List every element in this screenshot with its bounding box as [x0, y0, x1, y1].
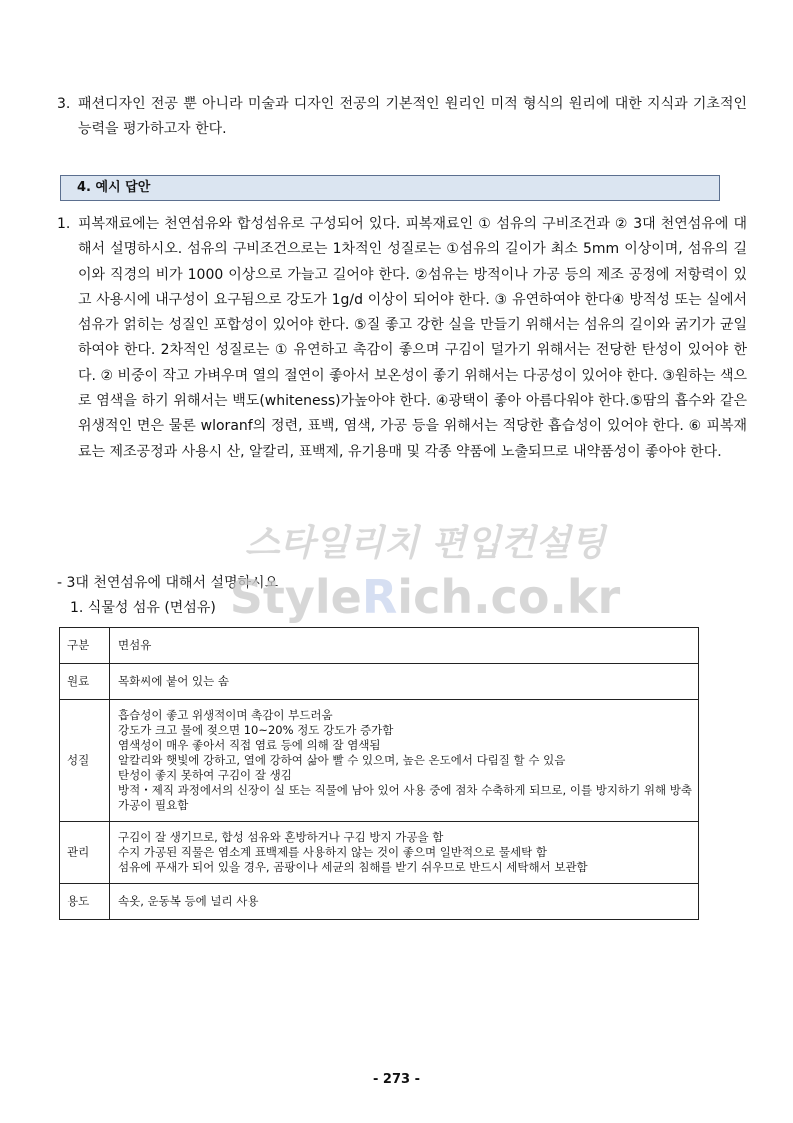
row-value-line: 속옷, 운동복 등에 널리 사용 [118, 894, 259, 908]
row-value [110, 628, 699, 664]
table-row [60, 884, 699, 920]
row-value-line: 염색성이 매우 좋아서 직접 염료 등에 의해 잘 염색됨 [118, 738, 381, 752]
table-row [60, 628, 699, 664]
item-text: 패션디자인 전공 뿐 아니라 미술과 디자인 전공의 기본적인 원리인 미적 형식의 원리에 대한 지식과 기초적인 능력을 평가하고자 한다. [78, 96, 747, 137]
row-value [110, 664, 699, 700]
row-key: 원료 [60, 664, 110, 700]
row-value-line: 알칼리와 햇빛에 강하고, 열에 강하여 삶아 빨 수 있으며, 높은 온도에서 다림질 할 수 있음 [118, 753, 566, 767]
watermark-line-2 [230, 570, 621, 624]
section-title: 4. 예시 답안 [77, 180, 151, 195]
watermark-suffix: ich.co.kr [397, 570, 621, 624]
table-row [60, 664, 699, 700]
watermark-line-1: 스타일리치 편입컨설팅 [244, 523, 606, 564]
row-value-line: 탄성이 좋지 못하여 구김이 잘 생김 [118, 768, 292, 782]
cotton-fiber-table [59, 627, 699, 920]
row-value-line: 강도가 크고 물에 젖으면 10~20% 정도 강도가 증가함 [118, 723, 394, 737]
row-value-line: 목화씨에 붙어 있는 솜 [118, 674, 229, 688]
answer-number: 1. [57, 216, 71, 232]
row-value [110, 700, 699, 822]
table-row [60, 700, 699, 822]
table-row [60, 822, 699, 884]
section-heading-bar [60, 175, 720, 201]
watermark-accent: R [361, 570, 398, 624]
subsubheading: 1. 식물성 섬유 (면섬유) [70, 600, 216, 616]
page-number: - 273 - [373, 1072, 420, 1087]
row-value-line: 방적・제직 과정에서의 신장이 실 또는 직물에 남아 있어 사용 중에 점차 수축하게 되므로, 이를 방지하기 위해 방축가공이 필요함 [118, 783, 692, 812]
row-value-line: 섬유에 푸새가 되어 있을 경우, 곰팡이나 세균의 침해를 받기 쉬우므로 반드시 세탁해서 보관함 [118, 860, 588, 874]
row-value [110, 822, 699, 884]
row-value [110, 884, 699, 920]
row-key: 성질 [60, 700, 110, 822]
item-number: 3. [57, 96, 71, 112]
answer-paragraph [57, 212, 747, 465]
row-value-line: 구김이 잘 생기므로, 합성 섬유와 혼방하거나 구김 방지 가공을 함 [118, 830, 444, 844]
row-key: 구분 [60, 628, 110, 664]
answer-text: 피복재료에는 천연섬유와 합성섬유로 구성되어 있다. 피복재료인 ① 섬유의 구비조건과 ② 3대 천연섬유에 대해서 설명하시오. 섬유의 구비조건으로는 1차적인 성질로는 ①섬유의 길이가 최소 5mm 이상이며, 섬유의 길이와 직경의 비가 1000 이상으로 가늘고 길어야 한다. ②섬유는 방적이나 가공 등의 제조 공정에 저항력이 있고 사용시에 내구성이 요구됨으로 강도가 1g/d 이상이 되어야 한다. ③ 유연하여야 한다④ 방적성 또는 실에서 섬유가 얽히는 성질인 포합성이 있어야 한다. ⑤질 좋고 강한 실을 만들기 위해서는 섬유의 길이와 굵기가 균일하여야 한다. 2차적인 성질로는 ① 유연하고 촉감이 좋으며 구김이 덜가기 위해서는 전당한 탄성이 있어야 한다. ② 비중이 작고 가벼우며 열의 절연이 좋아서 보온성이 좋기 위해서는 다공성이 있어야 한다. ③원하는 색으로 염색을 하기 위해서는 백도(whiteness)가높아야 한다. ④광택이 좋아 아름다워야 한다.⑤땀의 흡수와 같은 위생적인 면은 물론 wloranf의 정련, 표백, 염색, 가공 등을 위해서는 적당한 흡습성이 있어야 한다. ⑥ 피복재료는 제조공정과 사용시 산, 알칼리, 표백제, 유기용매 및 각종 약품에 노출되므로 내약품성이 좋아야 한다. [78, 216, 747, 460]
watermark-prefix: Style [229, 570, 362, 624]
row-value-line: 흡습성이 좋고 위생적이며 촉감이 부드러움 [118, 708, 333, 722]
subheading: - 3대 천연섬유에 대해서 설명하시오 [57, 575, 279, 591]
row-value-line: 수지 가공된 직물은 염소계 표백제를 사용하지 않는 것이 좋으며 일반적으로 물세탁 함 [118, 845, 548, 859]
row-key: 용도 [60, 884, 110, 920]
row-key: 관리 [60, 822, 110, 884]
intro-item-3 [57, 92, 747, 142]
row-value-line: 면섬유 [118, 638, 152, 652]
watermark [225, 515, 625, 625]
